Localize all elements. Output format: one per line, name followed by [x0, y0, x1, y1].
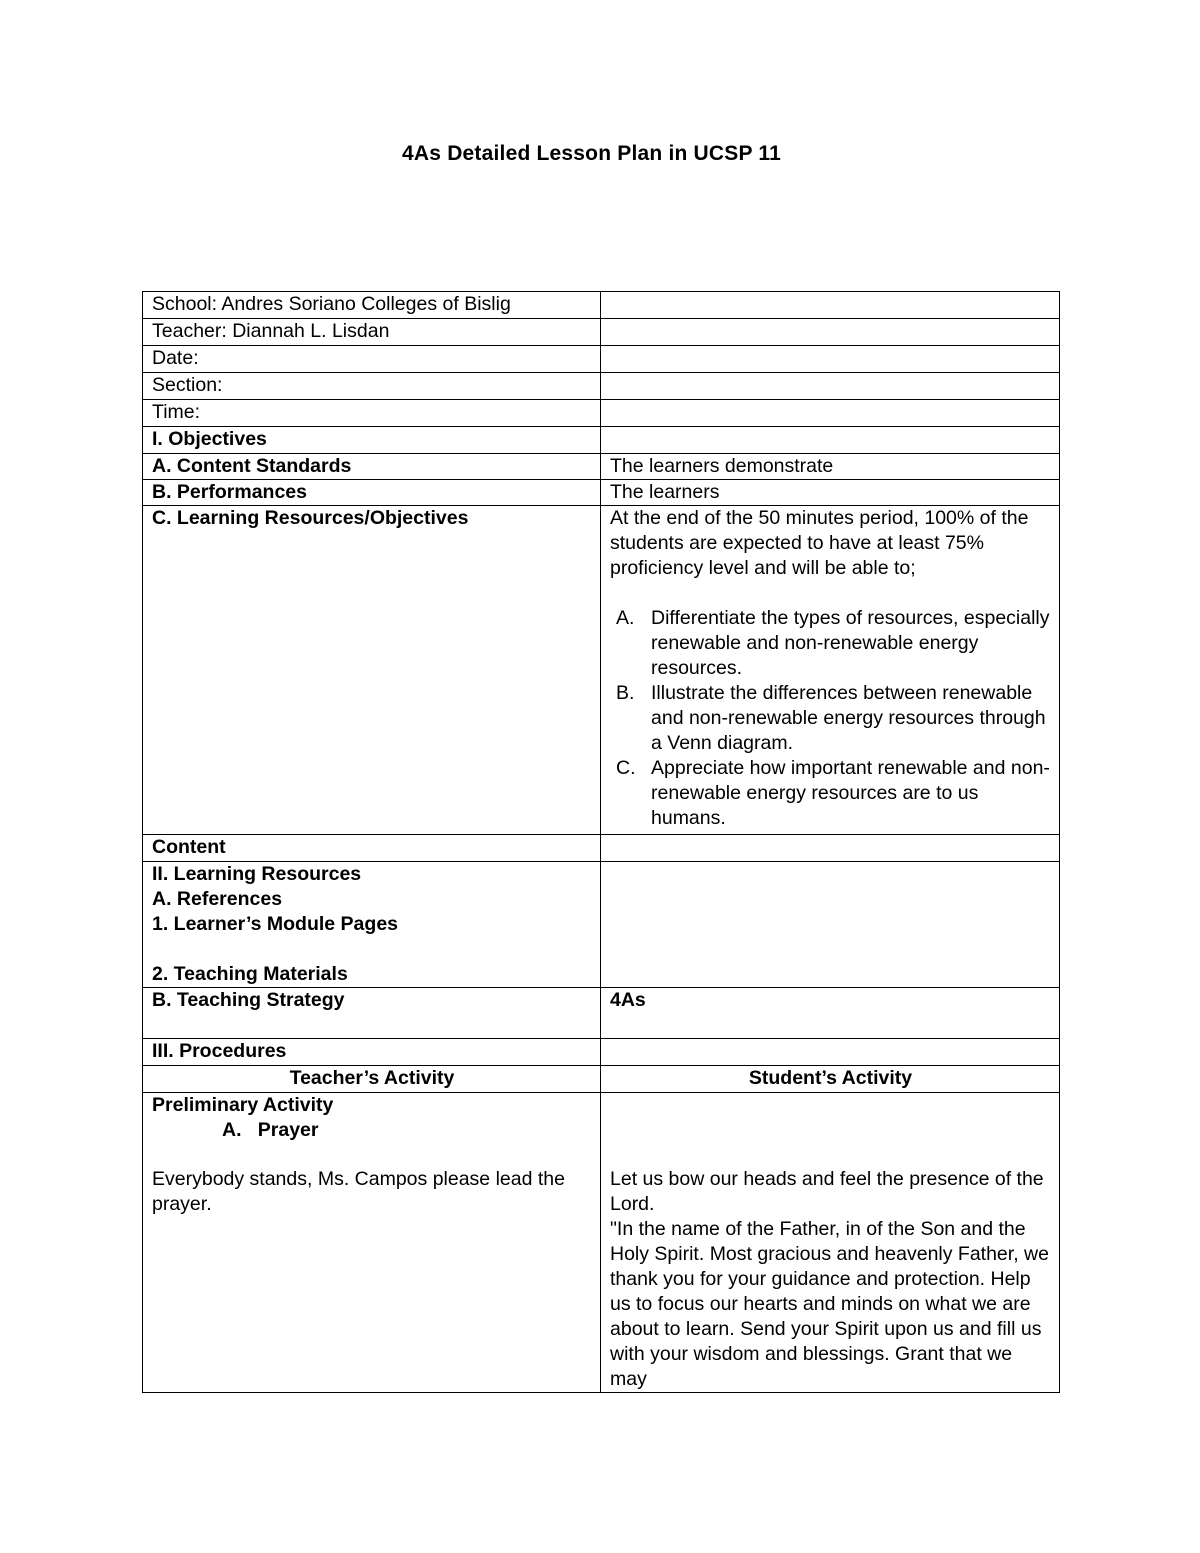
- prayer-heading: [152, 1118, 592, 1143]
- learning-objectives-cell: [601, 506, 1060, 835]
- teacher-value-cell: [601, 319, 1060, 346]
- table-row: [143, 319, 1060, 346]
- empty-cell: [601, 835, 1060, 862]
- list-marker: A.: [616, 607, 635, 629]
- content-label: Content: [143, 835, 601, 862]
- table-row: [143, 835, 1060, 862]
- objectives-heading: I. Objectives: [143, 427, 601, 454]
- list-item: [610, 681, 1051, 756]
- list-item-text: Differentiate the types of resources, especially renewable and non-renewable energy resources.: [651, 607, 1050, 679]
- table-row: [143, 1039, 1060, 1066]
- preliminary-activity-label: Preliminary Activity: [152, 1094, 334, 1116]
- time-cell: Time:: [143, 400, 601, 427]
- teacher-prayer-instruction: Everybody stands, Ms. Campos please lead the prayer.: [152, 1168, 565, 1215]
- teaching-strategy-value: 4As: [601, 988, 1060, 1039]
- table-row: [143, 862, 1060, 988]
- table-row: [143, 480, 1060, 506]
- empty-cell: [601, 427, 1060, 454]
- table-row: [143, 427, 1060, 454]
- table-row: [143, 346, 1060, 373]
- list-marker: B.: [616, 682, 635, 704]
- performances-value: The learners: [601, 480, 1060, 506]
- school-value-cell: [601, 292, 1060, 319]
- table-row: [143, 506, 1060, 835]
- student-prayer-intro: Let us bow our heads and feel the presence of the Lord.: [610, 1168, 1044, 1215]
- teacher-cell: Teacher: Diannah L. Lisdan: [143, 319, 601, 346]
- list-item-text: Appreciate how important renewable and non-renewable energy resources are to us humans.: [651, 757, 1050, 829]
- table-row: [143, 454, 1060, 480]
- school-cell: School: Andres Soriano Colleges of Bislig: [143, 292, 601, 319]
- learning-objectives-label: C. Learning Resources/Objectives: [143, 506, 601, 835]
- table-row: [143, 1093, 1060, 1393]
- content-standards-label: A. Content Standards: [143, 454, 601, 480]
- references-label: A. References: [152, 888, 283, 910]
- teacher-activity-header: Teacher’s Activity: [143, 1066, 601, 1093]
- date-value-cell: [601, 346, 1060, 373]
- document-title: 4As Detailed Lesson Plan in UCSP 11: [402, 142, 781, 165]
- student-prayer-text: "In the name of the Father, in of the Son and the Holy Spirit. Most gracious and heavenly Father, we thank you for your guidance and protection. Help us to focus our hearts and minds on what we are about to learn. Send your Spirit upon us and fill us with your wisdom and blessings. Grant that we may: [610, 1218, 1049, 1390]
- list-item: [610, 756, 1051, 831]
- learning-resources-cell: [143, 862, 601, 988]
- table-row: [143, 373, 1060, 400]
- procedures-heading: III. Procedures: [143, 1039, 601, 1066]
- section-value-cell: [601, 373, 1060, 400]
- table-row: [143, 292, 1060, 319]
- prayer-label: Prayer: [257, 1119, 319, 1141]
- objectives-list: [610, 606, 1051, 831]
- list-marker: C.: [616, 757, 636, 779]
- lesson-plan-table: [142, 291, 1060, 1393]
- module-pages-label: 1. Learner’s Module Pages: [152, 913, 399, 935]
- learning-resources-heading: II. Learning Resources: [152, 863, 362, 885]
- table-row: [143, 1066, 1060, 1093]
- table-row: [143, 988, 1060, 1039]
- empty-cell: [601, 862, 1060, 988]
- section-cell: Section:: [143, 373, 601, 400]
- student-activity-cell: [601, 1093, 1060, 1393]
- prayer-marker: A.: [222, 1119, 242, 1141]
- date-cell: Date:: [143, 346, 601, 373]
- performances-label: B. Performances: [143, 480, 601, 506]
- content-standards-value: The learners demonstrate: [601, 454, 1060, 480]
- teaching-strategy-label: B. Teaching Strategy: [143, 988, 601, 1039]
- list-item-text: Illustrate the differences between renewable and non-renewable energy resources through a Venn diagram.: [651, 682, 1046, 754]
- time-value-cell: [601, 400, 1060, 427]
- student-activity-header: Student’s Activity: [601, 1066, 1060, 1093]
- objectives-intro: At the end of the 50 minutes period, 100% of the students are expected to have at least 75% proficiency level and will be able to;: [610, 507, 1029, 579]
- teaching-materials-label: 2. Teaching Materials: [152, 963, 348, 985]
- list-item: [610, 606, 1051, 681]
- table-row: [143, 400, 1060, 427]
- teacher-activity-cell: [143, 1093, 601, 1393]
- empty-cell: [601, 1039, 1060, 1066]
